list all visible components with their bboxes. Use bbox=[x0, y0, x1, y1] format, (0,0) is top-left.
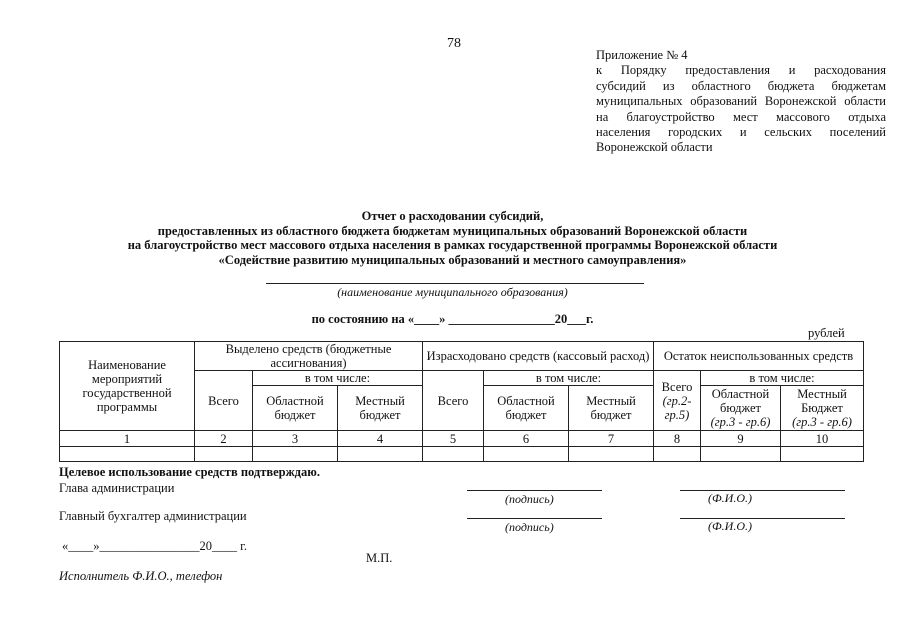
title-line: «Содействие развитию муниципальных образований и местного самоуправления» bbox=[218, 252, 687, 267]
appendix-line: на благоустройство мест массового отдыха bbox=[596, 109, 886, 124]
remaining-local-formula: (гр.3 - гр.6) bbox=[792, 415, 852, 429]
table-cell[interactable] bbox=[253, 447, 338, 462]
header-spent-total: Всего bbox=[423, 371, 484, 431]
header-remaining-local bbox=[781, 386, 864, 431]
header-remaining-regional bbox=[701, 386, 781, 431]
header-remaining-total bbox=[654, 371, 701, 431]
stamp-place: М.П. bbox=[366, 551, 393, 565]
header-allocated-local: Местный бюджет bbox=[338, 386, 423, 431]
accountant-fio-line[interactable] bbox=[680, 518, 845, 519]
column-number: 8 bbox=[654, 431, 701, 447]
remaining-regional-formula: (гр.3 - гр.6) bbox=[710, 415, 771, 429]
municipality-caption: (наименование муниципального образования) bbox=[337, 285, 568, 299]
appendix-line: муниципальных образований Воронежской области bbox=[596, 94, 886, 109]
column-number: 5 bbox=[423, 431, 484, 447]
column-number: 1 bbox=[60, 431, 195, 447]
page-number: 78 bbox=[447, 36, 461, 51]
table-cell[interactable] bbox=[701, 447, 781, 462]
head-fio-line[interactable] bbox=[680, 490, 845, 491]
as-of-date[interactable]: по состоянию на «____» _________________20___г. bbox=[311, 312, 594, 326]
executor-label: Исполнитель Ф.И.О., телефон bbox=[59, 569, 223, 583]
fio-caption: (Ф.И.О.) bbox=[708, 491, 752, 505]
column-number: 2 bbox=[195, 431, 253, 447]
report-title bbox=[0, 209, 905, 267]
appendix-heading: Приложение № 4 bbox=[596, 48, 688, 62]
remaining-total-formula: (гр.2-гр.5) bbox=[662, 393, 692, 422]
appendix-line: населения городских и сельских поселений bbox=[596, 125, 886, 140]
appendix-block bbox=[596, 48, 886, 156]
head-admin-label: Глава администрации bbox=[59, 481, 175, 495]
header-spent-local: Местный бюджет bbox=[569, 386, 654, 431]
header-allocated-total: Всего bbox=[195, 371, 253, 431]
remaining-local-label: Местный Бюджет bbox=[797, 387, 847, 415]
table-cell[interactable] bbox=[484, 447, 569, 462]
header-spent: Израсходовано средств (кассовый расход) bbox=[423, 342, 654, 371]
title-line: Отчет о расходовании субсидий, bbox=[361, 209, 544, 223]
appendix-line: Воронежской области bbox=[596, 140, 713, 155]
sign-date-line[interactable]: «____»________________20____ г. bbox=[62, 539, 247, 553]
header-in-that: в том числе: bbox=[701, 371, 864, 386]
column-number: 7 bbox=[569, 431, 654, 447]
chief-accountant-label: Главный бухгалтер администрации bbox=[59, 509, 247, 523]
header-allocated-regional: Областной бюджет bbox=[253, 386, 338, 431]
header-remaining: Остаток неиспользованных средств bbox=[654, 342, 864, 371]
table-cell[interactable] bbox=[338, 447, 423, 462]
table-cell[interactable] bbox=[60, 447, 195, 462]
table-cell[interactable] bbox=[423, 447, 484, 462]
column-number: 4 bbox=[338, 431, 423, 447]
table-cell[interactable] bbox=[781, 447, 864, 462]
municipality-name-line[interactable] bbox=[266, 283, 644, 284]
title-line: предоставленных из областного бюджета бюджетам муниципальных образований Воронежской области bbox=[157, 223, 748, 238]
column-number: 3 bbox=[253, 431, 338, 447]
confirmation-text: Целевое использование средств подтверждаю. bbox=[59, 465, 320, 479]
table-cell[interactable] bbox=[654, 447, 701, 462]
header-allocated: Выделено средств (бюджетные ассигнования) bbox=[195, 342, 423, 371]
column-number: 6 bbox=[484, 431, 569, 447]
column-number: 9 bbox=[701, 431, 781, 447]
header-spent-regional: Областной бюджет bbox=[484, 386, 569, 431]
title-line: на благоустройство мест массового отдыха населения в рамках государственной программы Воронежской области bbox=[127, 238, 778, 253]
header-activity-name: Наименование мероприятий государственной программы bbox=[60, 342, 195, 431]
signature-caption: (подпись) bbox=[505, 520, 554, 534]
signature-caption: (подпись) bbox=[505, 492, 554, 506]
table-cell[interactable] bbox=[195, 447, 253, 462]
fio-caption: (Ф.И.О.) bbox=[708, 519, 752, 533]
remaining-regional-label: Областной бюджет bbox=[711, 387, 770, 415]
unit-label: рублей bbox=[808, 326, 845, 340]
remaining-total-label: Всего bbox=[661, 379, 693, 394]
appendix-line: к Порядку предоставления и расходования bbox=[596, 63, 886, 78]
head-signature-line[interactable] bbox=[467, 490, 602, 491]
appendix-line: субсидий из областного бюджета бюджетам bbox=[596, 78, 886, 93]
report-table bbox=[59, 341, 864, 462]
header-in-that: в том числе: bbox=[253, 371, 423, 386]
accountant-signature-line[interactable] bbox=[467, 518, 602, 519]
table-row bbox=[60, 447, 864, 462]
header-in-that: в том числе: bbox=[484, 371, 654, 386]
table-cell[interactable] bbox=[569, 447, 654, 462]
column-number: 10 bbox=[781, 431, 864, 447]
